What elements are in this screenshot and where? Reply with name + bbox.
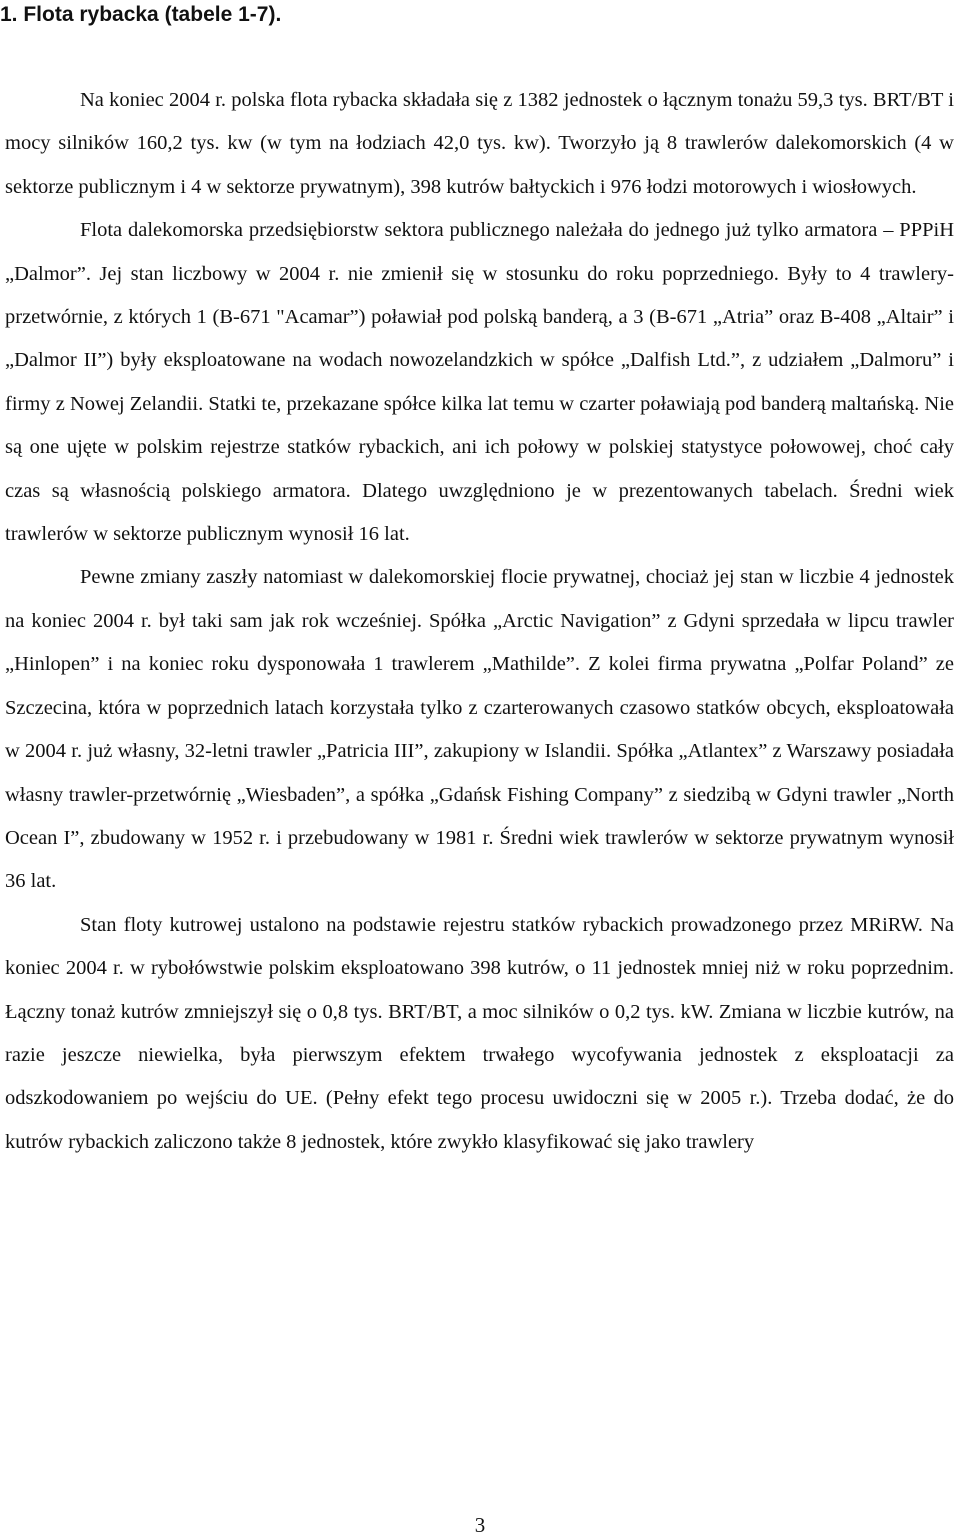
- paragraph-public-deep-sea-fleet: Flota dalekomorska przedsiębiorstw sektora publicznego należała do jednego już tylko armatora – PPPiH „Dalmor”. Jej stan liczbowy w 2004 r. nie zmienił się w stosunku do roku poprzedniego. Były to 4 trawlery- przetwórnie, z których 1 (B-671 "Acamar”) poławiał pod polską banderą, a 3 (B-671 „Atria” oraz B-408 „Altair” i „Dalmor II”) były eksploatowane na wodach nowozelandzkich w spółce „Dalfish Ltd.”, z udziałem „Dalmoru” i firmy z Nowej Zelandii. Statki te, przekazane spółce kilka lat temu w czarter poławiają pod banderą maltańską. Nie są one ujęte w polskim rejestrze statków rybackich, ani ich połowy w polskiej statystyce połowowej, choć cały czas są własnością polskiego armatora. Dlatego uwzględniono je w prezentowanych tabelach. Średni wiek trawlerów w sektorze publicznym wynosił 16 lat.: [5, 219, 954, 546]
- paragraph-fleet-summary: Na koniec 2004 r. polska flota rybacka składała się z 1382 jednostek o łącznym tonażu 59,3 tys. BRT/BT i mocy silników 160,2 tys. kw (w tym na łodziach 42,0 tys. kw). Tworzyło ją 8 trawlerów dalekomorskich (4 w sektorze publicznym i 4 w sektorze prywatnym), 398 kutrów bałtyckich i 976 łodzi motorowych i wiosłowych.: [5, 89, 954, 198]
- body-text: [5, 79, 954, 1164]
- page-number: 3: [474, 1513, 486, 1537]
- paragraph-private-deep-sea-fleet: Pewne zmiany zaszły natomiast w dalekomorskiej flocie prywatnej, chociaż jej stan w liczbie 4 jednostek na koniec 2004 r. był taki sam jak rok wcześniej. Spółka „Arctic Navigation” z Gdyni sprzedała w lipcu trawler „Hinlopen” i na koniec roku dysponowała 1 trawlerem „Mathilde”. Z kolei firma prywatna „Polfar Poland” ze Szczecina, która w poprzednich latach korzystała tylko z czarterowanych czasowo statków obcych, eksploatowała w 2004 r. już własny, 32-letni trawler „Patricia III”, zakupiony w Islandii. Spółka „Atlantex” z Warszawy posiadała własny trawler-przetwórnię „Wiesbaden”, a spółka „Gdańsk Fishing Company” z siedzibą w Gdyni trawler „North Ocean I”, zbudowany w 1952 r. i przebudowany w 1981 r. Średni wiek trawlerów w sektorze prywatnym wynosił 36 lat.: [5, 566, 954, 893]
- section-heading: 1. Flota rybacka (tabele 1-7).: [0, 3, 282, 26]
- paragraph-cutter-fleet: Stan floty kutrowej ustalono na podstawie rejestru statków rybackich prowadzonego przez MRiRW. Na koniec 2004 r. w rybołówstwie polskim eksploatowano 398 kutrów, o 11 jednostek mniej niż w roku poprzednim. Łączny tonaż kutrów zmniejszył się o 0,8 tys. BRT/BT, a moc silników o 0,2 tys. kW. Zmiana w liczbie kutrów, na razie jeszcze niewielka, była pierwszym efektem trwałego wycofywania jednostek z eksploatacji za odszkodowaniem po wejściu do UE. (Pełny efekt tego procesu uwidoczni się w 2005 r.). Trzeba dodać, że do kutrów rybackich zaliczono także 8 jednostek, które zwykło klasyfikować się jako trawlery: [5, 913, 954, 1153]
